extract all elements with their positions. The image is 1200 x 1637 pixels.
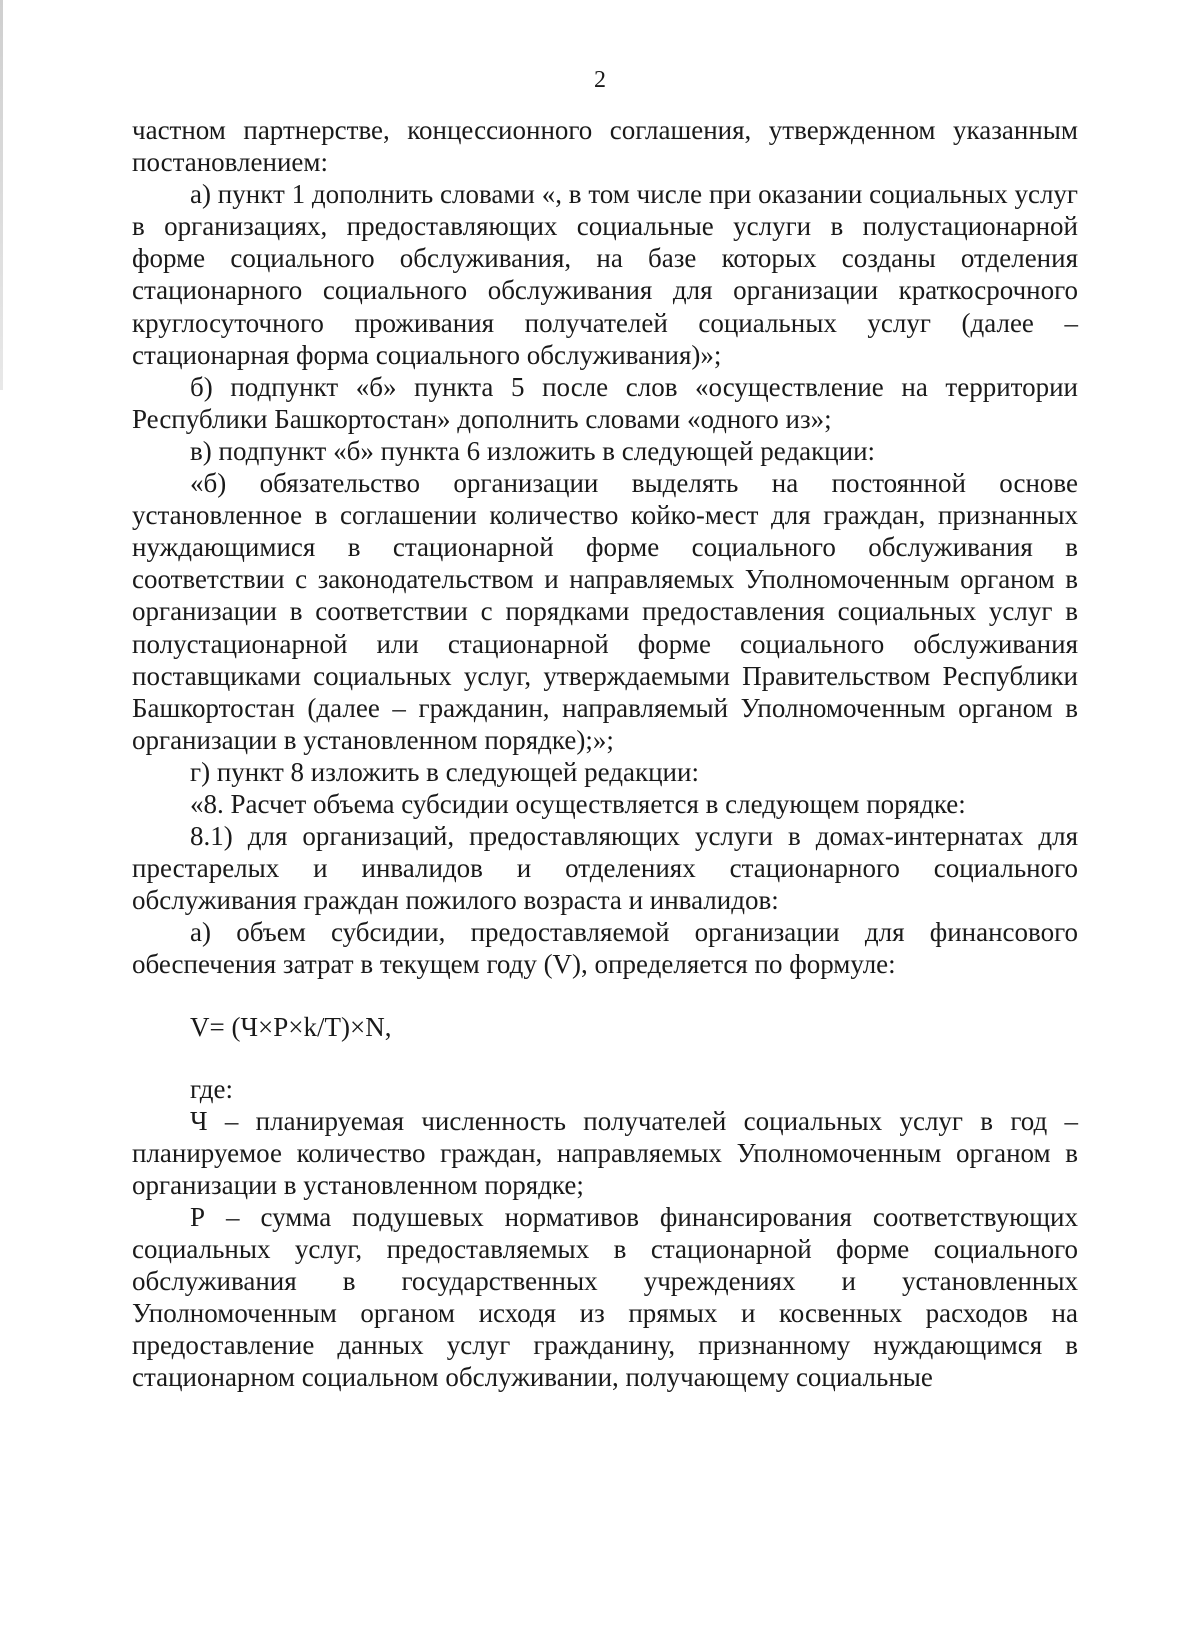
- paragraph-item-v: в) подпункт «б» пункта 6 изложить в следующей редакции:: [190, 435, 876, 466]
- paragraph-item-a: а) пункт 1 дополнить словами «, в том числе при оказании социальных услуг в организациях, предоставляющих социальные услуги в полустационарной форме социального обслуживания, на базе которых созданы отделения стационарного социального обслуживания для организации краткосрочного круглосуточного проживания получателей социальных услуг (далее – стационарная форма социального обслуживания)»;: [132, 179, 1078, 370]
- paragraph-point-8-1: 8.1) для организаций, предоставляющих услуги в домах-интернатах для престарелых и инвалидов и отделениях стационарного социального обслуживания граждан пожилого возраста и инвалидов:: [132, 821, 1078, 916]
- paragraph-item-b: б) подпункт «б» пункта 5 после слов «осуществление на территории Республики Башкортостан» дополнить словами «одного из»;: [132, 371, 1078, 434]
- paragraph-point-8: «8. Расчет объема субсидии осуществляется в следующем порядке:: [190, 788, 966, 819]
- paragraph-item-g: г) пункт 8 изложить в следующей редакции:: [190, 756, 699, 787]
- formula: V= (Ч×P×k/T)×N,: [190, 1011, 392, 1042]
- paragraph-intro: частном партнерстве, концессионного соглашения, утвержденном указанным постановлением:: [132, 115, 1078, 178]
- paragraph-subsidy-a: а) объем субсидии, предоставляемой организации для финансового обеспечения затрат в текущем году (V), определяется по формуле:: [132, 917, 1078, 980]
- document-body: [132, 114, 1078, 1394]
- paragraph-where: где:: [190, 1073, 233, 1104]
- paragraph-def-p: Р – сумма подушевых нормативов финансирования соответствующих социальных услуг, предоставляемых в стационарной форме социального обслуживания в государственных учреждениях и установленных Уполномоченным органом исходя из прямых и косвенных расходов на предоставление данных услуг гражданину, признанному нуждающимся в стационарном социальном обслуживании, получающему социальные: [132, 1202, 1078, 1393]
- paragraph-quote-b: «б) обязательство организации выделять на постоянной основе установленное в соглашении количество койко-мест для граждан, признанных нуждающимися в стационарной форме социального обслуживания в соответствии с законодательством и направляемых Уполномоченным органом в организации в соответствии с порядками предоставления социальных услуг в полустационарной или стационарной форме социального обслуживания поставщиками социальных услуг, утверждаемыми Правительством Республики Башкортостан (далее – гражданин, направляемый Уполномоченным органом в организации в установленном порядке);»;: [132, 468, 1078, 755]
- page-number: 2: [594, 67, 606, 93]
- scan-edge-shadow: [0, 0, 3, 390]
- paragraph-def-ch: Ч – планируемая численность получателей социальных услуг в год – планируемое количество граждан, направляемых Уполномоченным органом в организации в установленном порядке;: [132, 1105, 1078, 1200]
